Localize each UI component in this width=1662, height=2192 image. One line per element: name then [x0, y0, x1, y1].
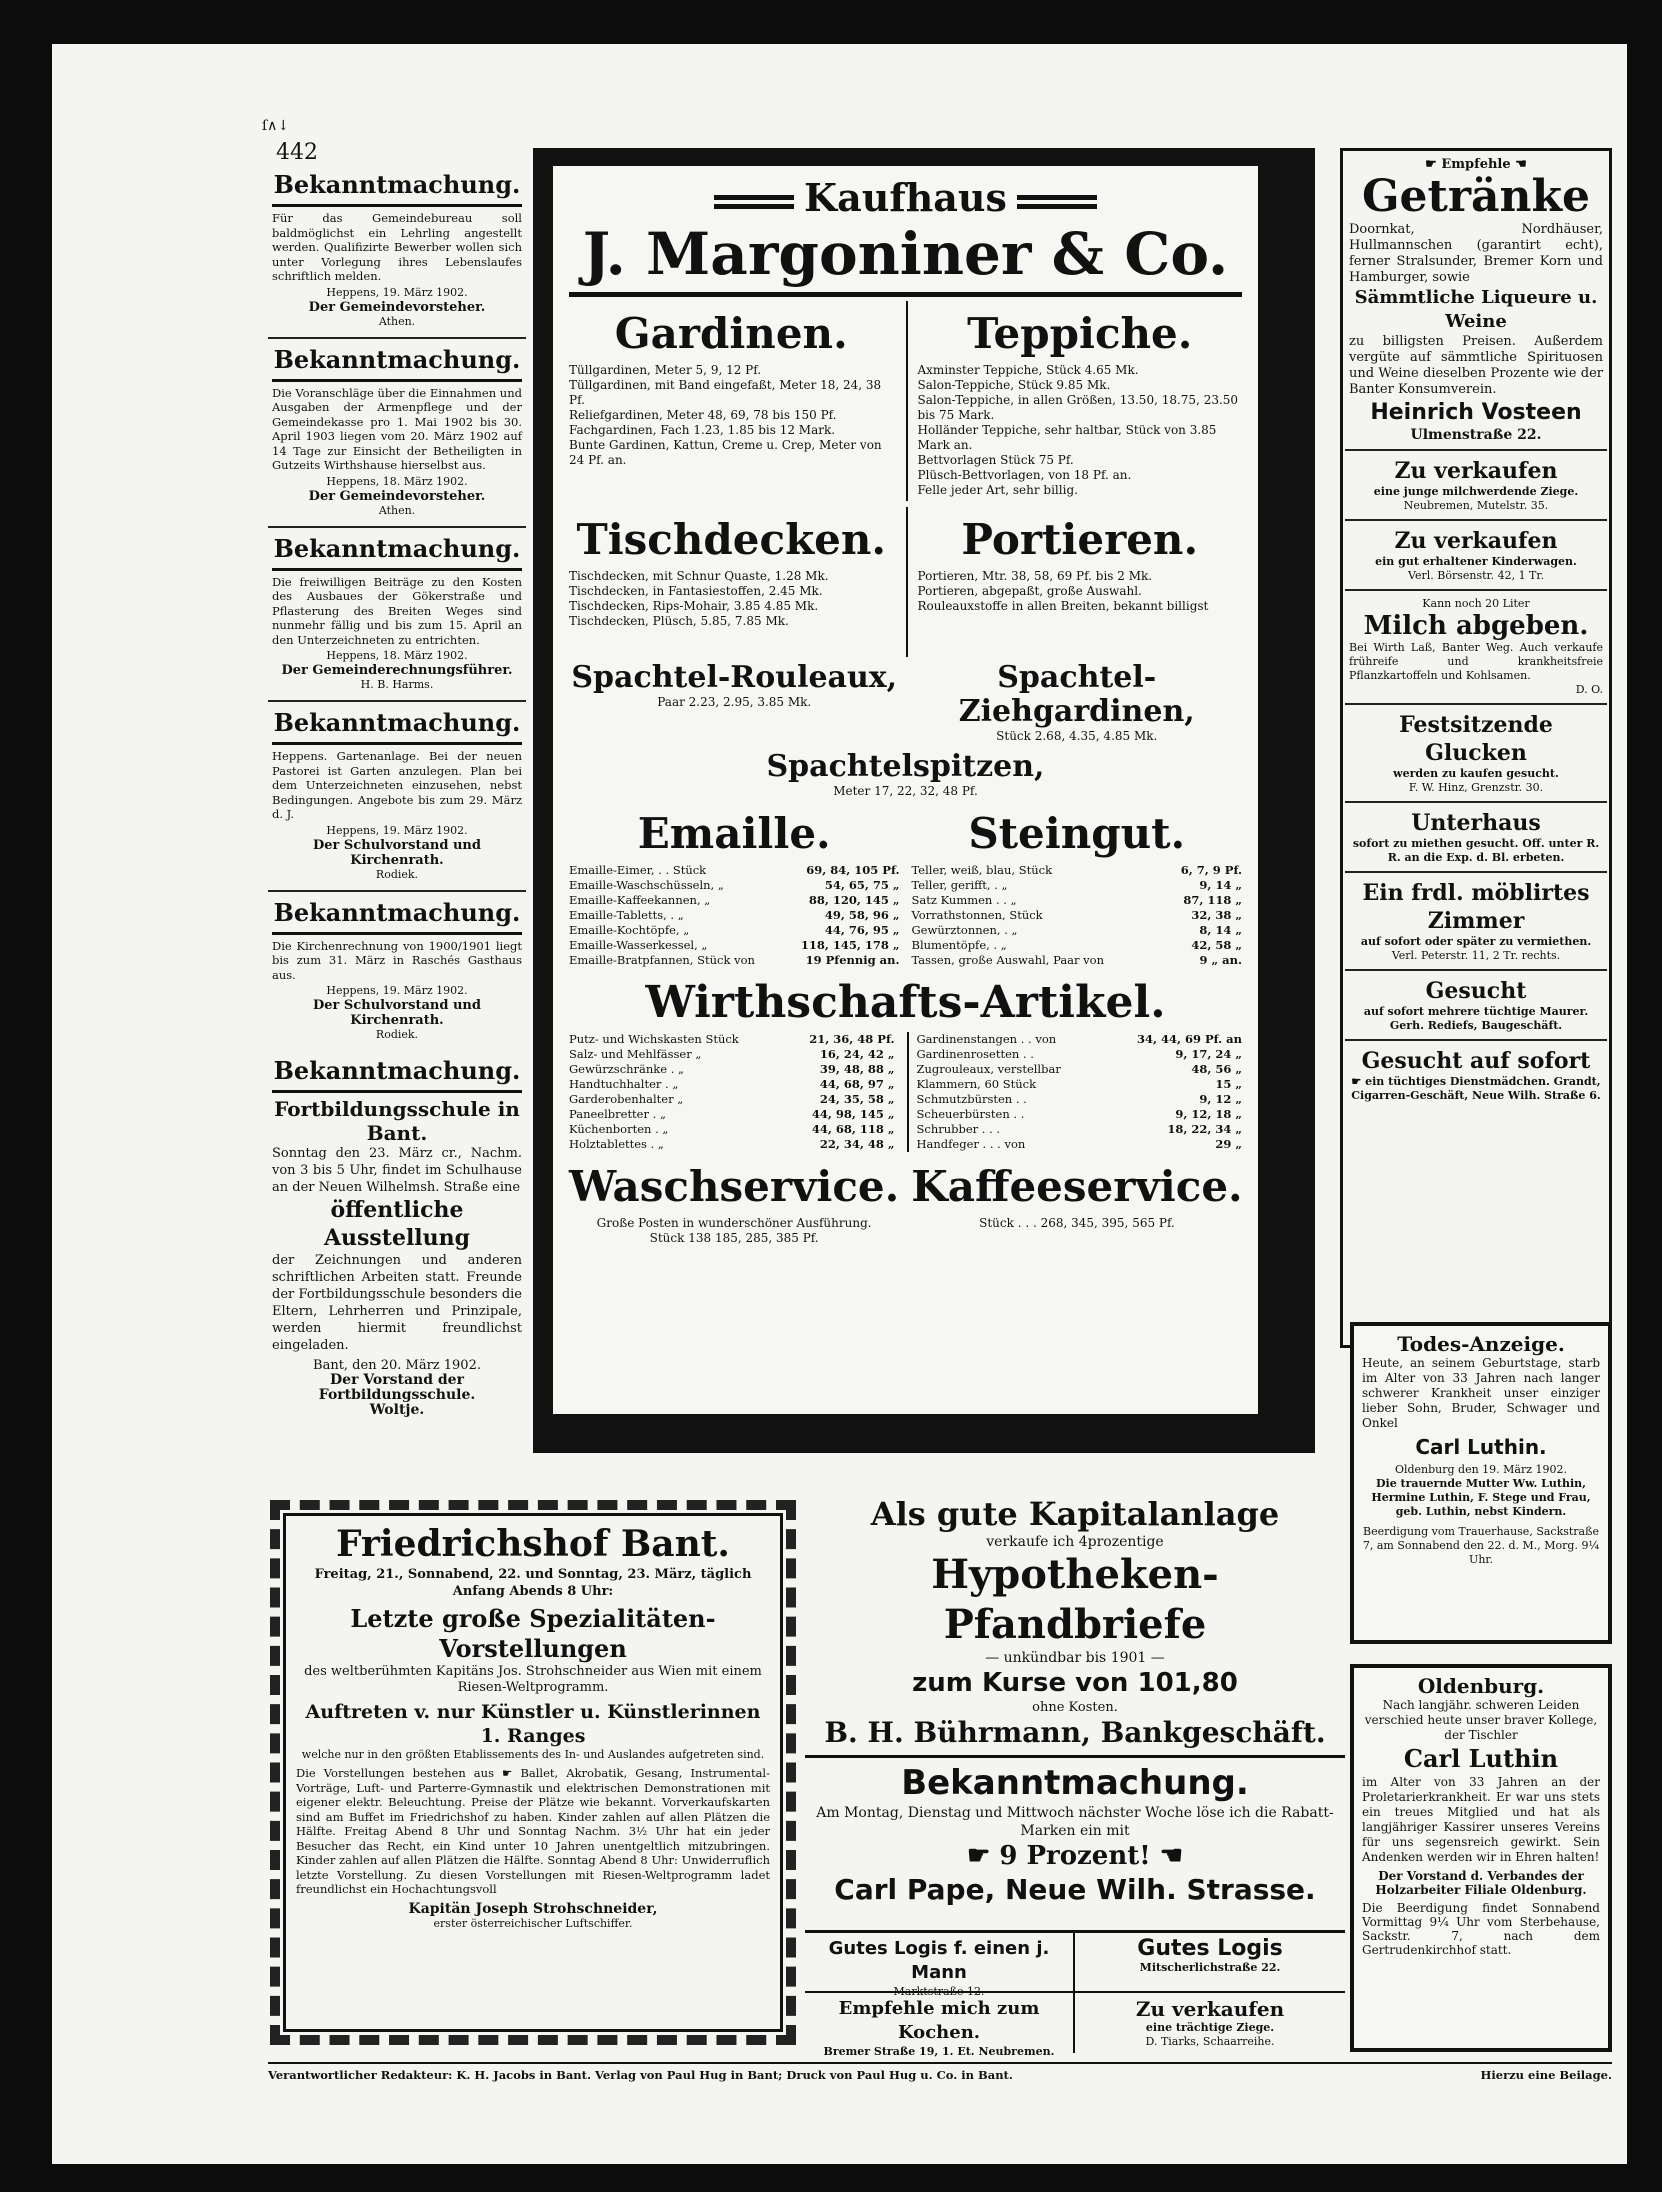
price-line: Bunte Gardinen, Kattun, Creme u. Crep, Meter von 24 Pf. an. — [569, 438, 882, 467]
item-price: 29 „ — [1215, 1137, 1242, 1151]
ad-title: Getränke — [1361, 171, 1591, 222]
notice-title: Bekanntmachung. — [273, 533, 521, 563]
page-number: 442 — [276, 140, 318, 165]
right-ad — [1345, 521, 1607, 591]
ad-text: auf sofort mehrere tüchtige Maurer. Gerh. Rediefs, Baugeschäft. — [1363, 1005, 1589, 1032]
price-row — [569, 938, 900, 953]
waschservice-section — [569, 1154, 899, 1246]
divider — [805, 1755, 1345, 1758]
item-name: Emaille-Eimer, . . Stück — [569, 863, 707, 877]
kaufhaus-ad — [553, 166, 1258, 1414]
notice-sign: Der Gemeinderechnungsführer. — [281, 663, 513, 678]
notice — [268, 339, 526, 528]
kapital-text2: ohne Kosten. — [1032, 1700, 1118, 1715]
price-row — [917, 1047, 1243, 1062]
item-name: Klammern, 60 Stück — [916, 1077, 1037, 1091]
item-price: 69, 84, 105 Pf. — [806, 863, 900, 877]
fortbildung-title: Bekanntmachung. — [273, 1056, 521, 1085]
item-name: Emaille-Bratpfannen, Stück von — [569, 953, 755, 967]
tischdecken-section — [569, 507, 894, 657]
todes-mourners: Die trauernde Mutter Ww. Luthin, Hermine Luthin, F. Stege und Frau, geb. Luthin, nebst Kindern. — [1371, 1477, 1591, 1518]
item-name: Gardinenrosetten . . — [916, 1047, 1034, 1061]
item-price: 9 „ an. — [1199, 953, 1242, 967]
price-row — [569, 1092, 895, 1107]
item-name: Emaille-Kaffeekannen, „ — [569, 893, 711, 907]
item-price: 9, 17, 24 „ — [1175, 1047, 1242, 1061]
ad-pre: ☛ Empfehle ☚ — [1425, 157, 1527, 172]
footer-supplement: Hierzu eine Beilage. — [1480, 2068, 1612, 2082]
price-line: Felle jeder Art, sehr billig. — [917, 483, 1078, 497]
right-ad — [1345, 151, 1607, 451]
ad-title: Zu verkaufen — [1394, 528, 1558, 554]
price-line: Tischdecken, in Fantasiestoffen, 2.45 Mk. — [569, 584, 823, 598]
small-ad-title: Empfehle mich zum Kochen. — [838, 1998, 1040, 2043]
notice-sign2: H. B. Harms. — [360, 678, 434, 691]
ad-text: sofort zu miethen gesucht. Off. unter R. R. an die Exp. d. Bl. erbeten. — [1352, 837, 1600, 864]
price-line: Fachgardinen, Fach 1.23, 1.85 bis 12 Mark. — [569, 423, 836, 437]
ad-title: Gesucht auf sofort — [1361, 1048, 1591, 1074]
item-name: Vorrathstonnen, Stück — [911, 908, 1043, 922]
item-price: 118, 145, 178 „ — [800, 938, 900, 952]
item-price: 88, 120, 145 „ — [808, 893, 900, 907]
spachtel-zieh-title: Spachtel-Ziehgardinen, — [958, 660, 1195, 729]
item-name: Holztablettes . „ — [569, 1137, 664, 1151]
friedrichshof-title: Friedrichshof Bant. — [336, 1523, 730, 1565]
notice-sign2: Rodiek. — [375, 867, 419, 881]
ad-title: Festsitzende Glucken — [1399, 712, 1553, 766]
price-row — [912, 863, 1243, 878]
spachtelspitzen — [569, 750, 1242, 799]
price-row — [569, 1062, 895, 1077]
item-name: Handtuchhalter . „ — [569, 1077, 679, 1091]
notice-sign: Der Schulvorstand und Kirchenrath. — [313, 998, 481, 1028]
item-price: 42, 58 „ — [1191, 938, 1242, 952]
oldenburg-burial: Die Beerdigung findet Sonnabend Vormittag 9¼ Uhr vom Sterbehause, Sackstr. 7, nach dem Gertrudenkirchhof statt. — [1362, 1901, 1600, 1957]
notice-title: Bekanntmachung. — [273, 170, 521, 199]
divider — [272, 1090, 522, 1093]
item-name: Küchenborten . „ — [569, 1122, 669, 1136]
oldenburg-text1: Nach langjähr. schweren Leiden verschied heute unser braver Kollege, der Tischler — [1364, 1698, 1598, 1742]
item-price: 34, 44, 69 Pf. an — [1136, 1032, 1242, 1046]
notice — [268, 892, 526, 1051]
ad-text: ☛ ein tüchtiges Dienstmädchen. Grandt, Cigarren-Geschäft, Neue Wilh. Straße 6. — [1351, 1075, 1601, 1102]
right-ad — [1345, 873, 1607, 971]
price-line: Tischdecken, Rips-Mohair, 3.85 4.85 Mk. — [569, 599, 819, 613]
item-price: 44, 68, 97 „ — [819, 1077, 895, 1091]
todes-text: Heute, an seinem Geburtstage, starb im Alter von 33 Jahren nach langer schwerer Krankheit unser einziger lieber Sohn, Bruder, Schwager und Onkel — [1362, 1356, 1600, 1430]
small-ad — [805, 1933, 1075, 1998]
ad-pre: Kann noch 20 Liter — [1422, 597, 1530, 610]
small-ad-text: Marktstraße 12. — [893, 1985, 985, 1998]
item-price: 44, 76, 95 „ — [824, 923, 900, 937]
small-ad — [805, 1993, 1075, 2058]
bar-decoration — [1017, 195, 1097, 209]
item-name: Blumentöpfe, . „ — [911, 938, 1007, 952]
item-name: Gardinenstangen . . von — [916, 1032, 1057, 1046]
item-name: Zugrouleaux, verstellbar — [916, 1062, 1061, 1076]
notice-text: Die freiwilligen Beiträge zu den Kosten des Ausbaues der Gökerstraße und Pflasterung des Breiten Weges sind nunmehr fällig und bis zum 15. April an den Unterzeichneten zu entrichten. — [272, 574, 522, 647]
ad-title: Unterhaus — [1411, 810, 1541, 836]
friedrichshof-text3: Die Vorstellungen bestehen aus ☛ Ballet, Akrobatik, Gesang, Instrumental-Vorträge, Luft- und Parterre-Gymnastik und elektrischen Demonstrationen mit eigener elektr. Beleuchtung. Preise der Plätze wie bekannt. Vorverkaufskarten sind am Buffet im Friedrichshof zu haben. Kinder zahlen auf allen Plätzen die Hälfte. Freitag Abend 8 Uhr und Sonntag Nachm. 3½ Uhr hat ein jeder Besucher das Recht, ein Kind unter 10 Jahren unentgeltlich mitzubringen. Kinder zahlen auf allen Plätzen die Hälfte. Sonntag Abend 8 Uhr: Unwiderruflich letzte Vorstellung. Zu diesen Vorstellungen mit Riesen-Weltprogramm ladet freundlichst ein Hochachtungsvoll — [296, 1766, 770, 1896]
price-row — [569, 953, 900, 968]
oldenburg-title: Oldenburg. — [1417, 1674, 1545, 1698]
item-name: Satz Kummen . . „ — [911, 893, 1017, 907]
wirthschaft-title: Wirthschafts-Artikel. — [645, 977, 1166, 1028]
item-price: 9, 12, 18 „ — [1175, 1107, 1242, 1121]
item-name: Salz- und Mehlfässer „ — [569, 1047, 702, 1061]
pape-title: Bekanntmachung. — [901, 1763, 1249, 1803]
notice-text: Die Kirchenrechnung von 1900/1901 liegt bis zum 31. März in Raschés Gasthaus aus. — [272, 938, 522, 982]
notice-date: Heppens, 19. März 1902. — [326, 823, 468, 837]
friedrichshof-sign: Kapitän Joseph Strohschneider, — [408, 1900, 658, 1917]
item-price: 9, 14 „ — [1199, 878, 1242, 892]
item-price: 9, 12 „ — [1199, 1092, 1242, 1106]
item-name: Paneelbretter . „ — [569, 1107, 666, 1121]
notice-sign2: Athen. — [378, 503, 416, 517]
right-ad — [1345, 1041, 1607, 1109]
notice-sign: Der Gemeindevorsteher. — [308, 299, 486, 315]
kapital-text1: — unkündbar bis 1901 — — [985, 1650, 1165, 1666]
price-line: Portieren, abgepaßt, große Auswahl. — [917, 584, 1142, 598]
item-price: 39, 48, 88 „ — [819, 1062, 895, 1076]
item-price: 15 „ — [1215, 1077, 1242, 1091]
kaufhaus-label: Kaufhaus — [804, 175, 1007, 220]
fortbildung-text2: der Zeichnungen und anderen schriftlichen Arbeiten statt. Freunde der Fortbildungsschule besonders die Eltern, Lehrherren und Prinzipale, werden hiermit freundlichst eingeladen. — [272, 1253, 522, 1353]
kaffeeservice-section — [911, 1154, 1242, 1246]
left-column — [268, 164, 526, 1484]
item-price: 6, 7, 9 Pf. — [1180, 863, 1242, 877]
ad-address: Verl. Peterstr. 11, 2 Tr. rechts. — [1391, 949, 1561, 962]
price-row — [912, 878, 1243, 893]
oldenburg-text2: im Alter von 33 Jahren an der Proletarierkrankheit. Er war uns stets ein treues Mitglied und hat als langjähriger Kassirer unseres Vereins für uns segensreich gewirkt. Sein Andenken werden wir in Ehren halten! — [1362, 1775, 1600, 1864]
fortbildung-heading: Fortbildungsschule in Bant. — [274, 1097, 520, 1145]
fortbildung-text1: Sonntag den 23. März cr., Nachm. von 3 bis 5 Uhr, findet im Schulhause an der Neuen Wilhelmsh. Straße eine — [272, 1146, 522, 1195]
small-ad-text: eine trächtige Ziege. — [1145, 2021, 1275, 2034]
spachtel-zieh — [912, 661, 1243, 744]
fortbildung-heading2: öffentliche Ausstellung — [323, 1197, 471, 1251]
todes-name: Carl Luthin. — [1415, 1435, 1547, 1459]
price-row — [569, 1107, 895, 1122]
portieren-title: Portieren. — [961, 515, 1199, 564]
price-line: Portieren, Mtr. 38, 58, 69 Pf. bis 2 Mk. — [917, 569, 1153, 583]
notice — [268, 164, 526, 339]
price-row — [912, 908, 1243, 923]
oldenburg-name: Carl Luthin — [1403, 1744, 1559, 1773]
small-ads — [805, 1930, 1345, 2058]
notice-date: Heppens, 18. März 1902. — [326, 474, 468, 488]
kapital-name: B. H. Bührmann, Bankgeschäft. — [824, 1716, 1326, 1749]
small-ad-title: Gutes Logis f. einen j. Mann — [828, 1938, 1050, 1983]
ad-address: Ulmenstraße 22. — [1410, 427, 1542, 443]
item-price: 8, 14 „ — [1199, 923, 1242, 937]
divider — [272, 932, 522, 935]
ad-title: Zu verkaufen — [1394, 458, 1558, 484]
item-price: 19 Pfennig an. — [805, 953, 900, 967]
small-ad — [1075, 1993, 1345, 2053]
pape-text: Am Montag, Dienstag und Mittwoch nächster Woche löse ich die Rabatt-Marken ein mit — [816, 1805, 1334, 1839]
ad-title: Gesucht — [1425, 978, 1527, 1004]
item-name: Emaille-Wasserkessel, „ — [569, 938, 708, 952]
notice-text: Heppens. Gartenanlage. Bei der neuen Pastorei ist Garten anzulegen. Plan bei dem Unterzeichneten einzusehen, nebst Bedingungen. Angebote bis zum 29. März d. J. — [272, 749, 522, 821]
item-name: Teller, weiß, blau, Stück — [911, 863, 1053, 877]
item-price: 16, 24, 42 „ — [819, 1047, 895, 1061]
friedrichshof-heading3: Auftreten v. nur Künstler u. Künstlerinnen 1. Ranges — [305, 1701, 761, 1747]
small-ad-text: Mitscherlichstraße 22. — [1139, 1961, 1281, 1974]
kapital-sub: verkaufe ich 4prozentige — [986, 1534, 1164, 1550]
price-row — [912, 938, 1243, 953]
oldenburg-notice — [1350, 1664, 1612, 2052]
tischdecken-title: Tischdecken. — [576, 515, 887, 564]
gardinen-section — [569, 301, 894, 501]
center-bottom — [805, 1494, 1345, 1934]
notice-sign: Der Schulvorstand und Kirchenrath. — [313, 837, 481, 868]
kapital-heading: Hypotheken-Pfandbriefe — [931, 1551, 1219, 1648]
spachtel-rouleaux-title: Spachtel-Rouleaux, — [571, 660, 898, 695]
wirthschaft-left — [569, 1032, 895, 1152]
divider — [272, 742, 522, 745]
ad-name: Heinrich Vosteen — [1370, 400, 1582, 425]
friedrichshof-heading2: Letzte große Spezialitäten-Vorstellungen — [350, 1604, 716, 1663]
right-column — [1340, 148, 1612, 1348]
kaffeeservice-title: Kaffeeservice. — [911, 1162, 1243, 1211]
item-price: 44, 98, 145 „ — [811, 1107, 895, 1121]
ad-address: Neubremen, Mutelstr. 35. — [1403, 499, 1549, 512]
price-line: Axminster Teppiche, Stück 4.65 Mk. — [917, 363, 1139, 377]
steingut-section — [912, 801, 1243, 968]
fortbildung-ad — [268, 1050, 526, 1426]
item-name: Putz- und Wichskasten Stück — [569, 1032, 739, 1046]
price-row — [917, 1122, 1243, 1137]
price-line: Große Posten in wunderschöner Ausführung. — [596, 1216, 872, 1230]
price-line: Tischdecken, Plüsch, 5.85, 7.85 Mk. — [569, 614, 789, 628]
bar-decoration — [714, 195, 794, 209]
right-ad — [1345, 591, 1607, 705]
ad-title: Ein frdl. möblirtes Zimmer — [1362, 880, 1590, 934]
item-price: 32, 38 „ — [1191, 908, 1242, 922]
item-name: Emaille-Waschschüsseln, „ — [569, 878, 724, 892]
price-line: Salon-Teppiche, Stück 9.85 Mk. — [917, 378, 1111, 392]
friedrichshof-text1: des weltberühmten Kapitäns Jos. Strohschneider aus Wien mit einem Riesen-Weltprogramm. — [304, 1664, 762, 1695]
ad-address: Verl. Börsenstr. 42, 1 Tr. — [1408, 569, 1544, 582]
friedrichshof-text2: welche nur in den größten Etablissements des In- und Auslandes aufgetreten sind. — [301, 1748, 765, 1761]
price-row — [569, 1122, 895, 1137]
ad-text1: Doornkat, Nordhäuser, Hullmannschen (garantirt echt), ferner Stralsunder, Bremer Korn und Hamburger, sowie — [1349, 222, 1603, 285]
todes-burial: Beerdigung vom Trauerhause, Sackstraße 7, am Sonnabend den 22. d. M., Morg. 9¼ Uhr. — [1362, 1525, 1600, 1566]
right-ad — [1345, 971, 1607, 1041]
notice-sign2: Rodiek. — [375, 1028, 419, 1041]
price-row — [569, 878, 900, 893]
fortbildung-sign2: Woltje. — [369, 1402, 425, 1418]
divider — [272, 204, 522, 207]
price-row — [917, 1137, 1243, 1152]
ad-address: F. W. Hinz, Grenzstr. 30. — [1408, 781, 1544, 794]
price-line: Rouleauxstoffe in allen Breiten, bekannt billigst — [917, 599, 1209, 613]
kapital-title: Als gute Kapitalanlage — [870, 1495, 1280, 1533]
price-line: Stück 138 185, 285, 385 Pf. — [649, 1231, 819, 1245]
notice-title: Bekanntmachung. — [273, 708, 521, 737]
item-price: 44, 68, 118 „ — [811, 1122, 895, 1136]
notice — [268, 702, 526, 892]
price-row — [917, 1062, 1243, 1077]
todes-title: Todes-Anzeige. — [1397, 1332, 1565, 1356]
right-ad — [1345, 803, 1607, 873]
item-name: Emaille-Kochtöpfe, „ — [569, 923, 690, 937]
notice-date: Heppens, 19. März 1902. — [326, 984, 468, 997]
item-price: 24, 35, 58 „ — [819, 1092, 895, 1106]
ad-text: ein gut erhaltener Kinderwagen. — [1375, 555, 1577, 568]
fortbildung-date: Bant, den 20. März 1902. — [313, 1358, 481, 1373]
notice-sign2: Athen. — [378, 314, 416, 328]
price-row — [569, 1047, 895, 1062]
ad-text: eine junge milchwerdende Ziege. — [1373, 485, 1579, 498]
todes-date: Oldenburg den 19. März 1902. — [1394, 1463, 1568, 1476]
price-row — [569, 1077, 895, 1092]
small-ad-title: Gutes Logis — [1137, 1936, 1283, 1961]
item-name: Schmutzbürsten . . — [916, 1092, 1027, 1106]
right-ad — [1345, 705, 1607, 803]
price-row — [917, 1092, 1243, 1107]
price-row — [569, 1137, 895, 1152]
small-ad-title: Zu verkaufen — [1135, 1997, 1285, 2021]
item-name: Garderobenhalter „ — [569, 1092, 684, 1106]
item-price: 18, 22, 34 „ — [1167, 1122, 1242, 1136]
price-line: Tüllgardinen, mit Band eingefaßt, Meter 18, 24, 38 Pf. — [569, 378, 882, 407]
spachtelspitzen-price: Meter 17, 22, 32, 48 Pf. — [833, 784, 978, 798]
kapital-kurs: zum Kurse von 101,80 — [912, 1668, 1238, 1698]
price-row — [917, 1107, 1243, 1122]
notice-title: Bekanntmachung. — [273, 344, 521, 374]
divider — [272, 379, 522, 382]
price-row — [569, 893, 900, 908]
ad-title: Milch abgeben. — [1363, 611, 1589, 641]
steingut-title: Steingut. — [968, 809, 1186, 858]
price-row — [912, 893, 1243, 908]
item-name: Tassen, große Auswahl, Paar von — [911, 953, 1105, 967]
ad-heading2: Sämmtliche Liqueure u. Weine — [1354, 287, 1598, 332]
notice-text: Für das Gemeindebureau soll baldmöglichst ein Lehrling angestellt werden. Qualifizirte Bewerber wollen sich unter Vorlegung ihres Lebenslaufes schriftlich melden. — [272, 211, 522, 283]
item-price: 22, 34, 48 „ — [819, 1137, 895, 1151]
item-price: 48, 56 „ — [1191, 1062, 1242, 1076]
kaufhaus-name: J. Margoniner & Co. — [582, 220, 1229, 288]
footer-imprint: Verantwortlicher Redakteur: K. H. Jacobs in Bant. Verlag von Paul Hug in Bant; Druck von Paul Hug u. Co. in Bant. — [268, 2068, 1013, 2082]
portieren-section — [906, 507, 1243, 657]
price-row — [917, 1032, 1243, 1047]
item-name: Emaille-Tabletts, . „ — [569, 908, 684, 922]
wirthschaft-right — [907, 1032, 1243, 1152]
price-line: Reliefgardinen, Meter 48, 69, 78 bis 150 Pf. — [569, 408, 837, 422]
emaille-title: Emaille. — [637, 809, 831, 858]
price-row — [912, 923, 1243, 938]
price-line: Tischdecken, mit Schnur Quaste, 1.28 Mk. — [569, 569, 829, 583]
price-row — [569, 923, 900, 938]
notice — [268, 528, 526, 703]
notice-date: Heppens, 18. März 1902. — [326, 649, 468, 662]
price-line: Stück . . . 268, 345, 395, 565 Pf. — [979, 1216, 1175, 1230]
spachtelspitzen-title: Spachtelspitzen, — [766, 749, 1045, 784]
small-ad-text2: D. Tiarks, Schaarreihe. — [1145, 2035, 1275, 2048]
ad-text: werden zu kaufen gesucht. — [1393, 767, 1559, 780]
price-row — [569, 1032, 895, 1047]
item-price: 54, 65, 75 „ — [824, 878, 900, 892]
item-name: Schrubber . . . — [916, 1122, 1001, 1136]
waschservice-title: Waschservice. — [569, 1162, 900, 1211]
right-ad — [1345, 451, 1607, 521]
notice-sign: Der Gemeindevorsteher. — [308, 488, 486, 504]
ad-text: auf sofort oder später zu vermiethen. — [1360, 935, 1592, 948]
spachtel-rouleaux-price: Paar 2.23, 2.95, 3.85 Mk. — [657, 695, 812, 709]
gardinen-title: Gardinen. — [614, 309, 848, 358]
ad-sign: D. O. — [1575, 683, 1603, 696]
price-row — [912, 953, 1243, 968]
item-name: Gewürzschränke . „ — [569, 1062, 685, 1076]
divider — [569, 292, 1242, 297]
item-price: 21, 36, 48 Pf. — [809, 1032, 895, 1046]
notice-title: Bekanntmachung. — [273, 897, 521, 927]
small-ad-text: Bremer Straße 19, 1. Et. Neubremen. — [823, 2045, 1055, 2058]
emaille-section — [569, 801, 900, 968]
footer — [268, 2062, 1612, 2088]
price-line: Holländer Teppiche, sehr haltbar, Stück von 3.85 Mark an. — [917, 423, 1217, 452]
teppiche-title: Teppiche. — [967, 309, 1193, 358]
teppiche-section — [906, 301, 1243, 501]
small-ad — [1075, 1933, 1345, 1993]
price-row — [569, 908, 900, 923]
price-row — [569, 863, 900, 878]
spachtel-zieh-price: Stück 2.68, 4.35, 4.85 Mk. — [996, 729, 1158, 743]
fortbildung-sign: Der Vorstand der Fortbildungsschule. — [318, 1372, 476, 1403]
price-line: Salon-Teppiche, in allen Größen, 13.50, 18.75, 23.50 bis 75 Mark. — [917, 393, 1239, 422]
todes-anzeige — [1350, 1322, 1612, 1644]
ad-text: Bei Wirth Laß, Banter Weg. Auch verkaufe frühreife und krankheitsfreie Pflanzkartoffeln und Kohlsamen. — [1349, 641, 1603, 682]
friedrichshof-sign2: erster österreichischer Luftschiffer. — [433, 1916, 633, 1930]
price-line: Tüllgardinen, Meter 5, 9, 12 Pf. — [569, 363, 762, 377]
oldenburg-sign: Der Vorstand d. Verbandes der Holzarbeiter Filiale Oldenburg. — [1375, 1869, 1587, 1897]
spachtel-rouleaux — [569, 661, 900, 744]
pape-name: Carl Pape, Neue Wilh. Strasse. — [834, 1873, 1316, 1906]
notice-text: Die Voranschläge über die Einnahmen und Ausgaben der Armenpflege und der Gemeindekasse pro 1. Mai 1902 bis 30. April 1903 liegen vom 20. März 1902 auf 14 Tage zur Einsicht der Betheiligten in Gutzeits Wirthshause hierselbst aus. — [272, 385, 522, 472]
corner-mark: ſ∧↓ — [262, 118, 290, 134]
notice-date: Heppens, 19. März 1902. — [326, 285, 468, 299]
pape-heading: ☛ 9 Prozent! ☚ — [966, 1841, 1184, 1871]
item-price: 49, 58, 96 „ — [824, 908, 900, 922]
price-line: Plüsch-Bettvorlagen, von 18 Pf. an. — [917, 468, 1132, 482]
item-price: 87, 118 „ — [1183, 893, 1242, 907]
price-row — [917, 1077, 1243, 1092]
friedrichshof-dates: Freitag, 21., Sonnabend, 22. und Sonntag, 23. März, täglich Anfang Abends 8 Uhr: — [314, 1567, 752, 1599]
item-name: Gewürztonnen, . „ — [911, 923, 1018, 937]
price-line: Bettvorlagen Stück 75 Pf. — [917, 453, 1074, 467]
item-name: Scheuerbürsten . . — [916, 1107, 1025, 1121]
divider — [272, 568, 522, 571]
item-name: Teller, gerifft, . „ — [911, 878, 1008, 892]
item-name: Handfeger . . . von — [916, 1137, 1026, 1151]
friedrichshof-ad — [296, 1522, 770, 2022]
ad-text2: zu billigsten Preisen. Außerdem vergüte auf sämmtliche Spirituosen und Weine dieselben Prozente wie der Banter Konsumverein. — [1349, 334, 1603, 397]
